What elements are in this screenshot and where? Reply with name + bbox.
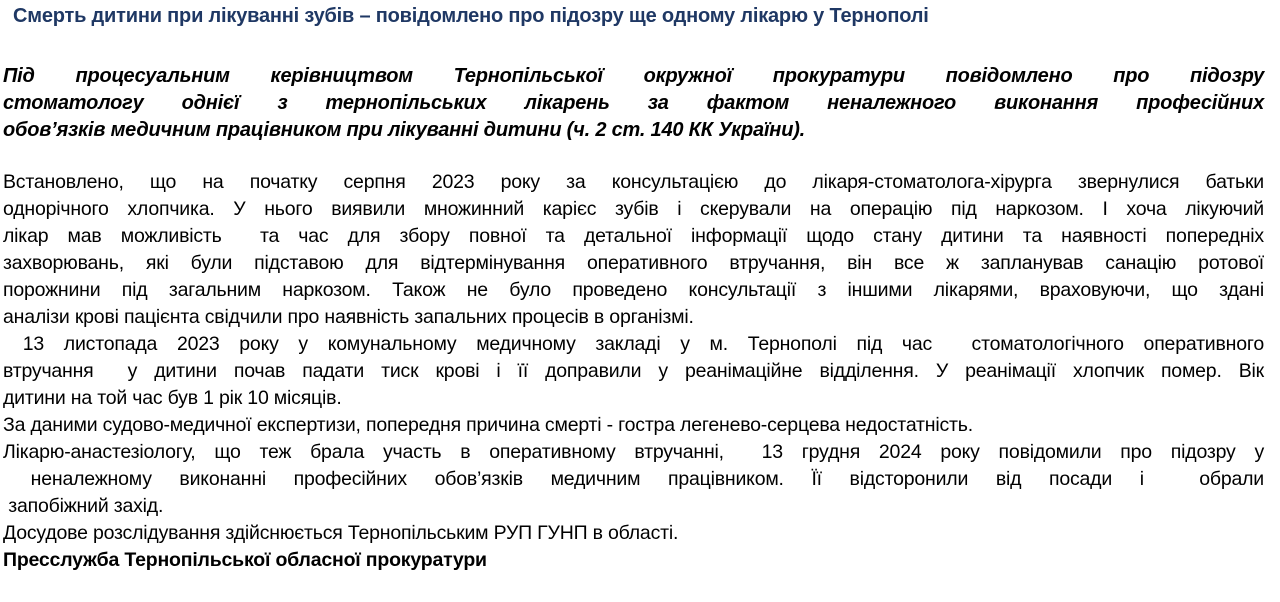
body-line: Встановлено, що на початку серпня 2023 року за консультацією до лікаря-стоматолога-хірурга звернулися батьки bbox=[3, 171, 1264, 193]
body-line: порожнини під загальним наркозом. Також не було проведено консультації з іншими лікарями, враховуючи, що здані bbox=[3, 279, 1264, 301]
lead-line: стоматологу однієї з тернопільських лікарень за фактом неналежного виконання професійних bbox=[3, 92, 1264, 114]
body-line: захворювань, які були підставою для відтермінування оперативного втручання, він все ж запланував санацію ротової bbox=[3, 252, 1264, 274]
body-line: запобіжний захід. bbox=[3, 495, 164, 517]
body-line: втручання у дитини почав падати тиск крові і її доправили у реанімаційне відділення. У реанімації хлопчик помер. Вік bbox=[3, 360, 1264, 382]
body-line: За даними судово-медичної експертизи, попередня причина смерті - гостра легенево-серцева недостатність. bbox=[3, 414, 973, 436]
article-title: Смерть дитини при лікуванні зубів – повідомлено про підозру ще одному лікарю у Тернополі bbox=[13, 5, 929, 27]
body-line: неналежному виконанні професійних обов’язків медичним працівником. Її відсторонили від посади і обрали bbox=[3, 468, 1264, 490]
body-line: лікар мав можливість та час для збору повної та детальної інформації щодо стану дитини та наявності попередніх bbox=[3, 225, 1264, 247]
body-line: Лікарю-анастезіологу, що теж брала участь в оперативному втручанні, 13 грудня 2024 року повідомили про підозру у bbox=[3, 441, 1264, 463]
body-line: 13 листопада 2023 року у комунальному медичному закладі у м. Тернополі під час стоматологічного оперативного bbox=[3, 333, 1264, 355]
body-line: аналізи крові пацієнта свідчили про наявність запальних процесів в організмі. bbox=[3, 306, 694, 328]
body-line: дитини на той час був 1 рік 10 місяців. bbox=[3, 387, 342, 409]
body-line: однорічного хлопчика. У нього виявили множинний карієс зубів і скерували на операцію під наркозом. І хоча лікуючий bbox=[3, 198, 1264, 220]
body-line: Досудове розслідування здійснюється Тернопільським РУП ГУНП в області. bbox=[3, 522, 679, 544]
article-body bbox=[3, 169, 1264, 574]
press-service-byline: Пресслужба Тернопільської обласної прокуратури bbox=[3, 549, 487, 571]
lead-paragraph bbox=[3, 63, 1264, 144]
lead-line: обов’язків медичним працівником при лікуванні дитини (ч. 2 ст. 140 КК України). bbox=[3, 119, 806, 141]
lead-line: Під процесуальним керівництвом Тернопільської окружної прокуратури повідомлено про підозру bbox=[3, 65, 1264, 87]
